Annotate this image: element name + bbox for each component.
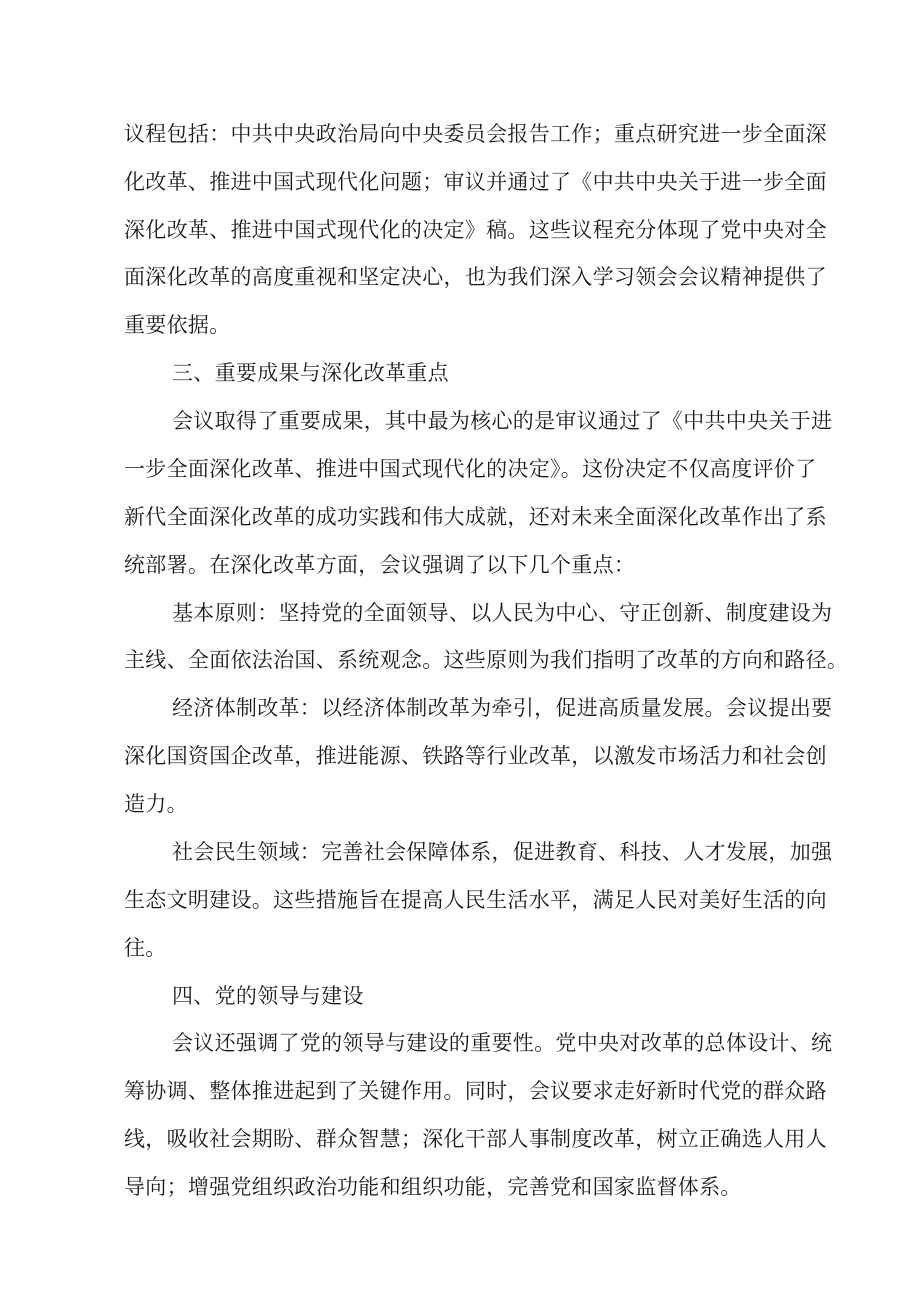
text-line: 统部署。在深化改革方面，会议强调了以下几个重点： [124, 553, 636, 577]
text-line: 经济体制改革：以经济体制改革为牵引，促进高质量发展。会议提出要 [172, 696, 833, 720]
text-line: 深化改革、推进中国式现代化的决定》稿。这些议程充分体现了党中央对全 [124, 218, 827, 242]
section-heading: 三、重要成果与深化改革重点 [172, 361, 449, 385]
text-line: 面深化改革的高度重视和坚定决心，也为我们深入学习领会会议精神提供了 [124, 265, 827, 289]
text-line: 线，吸收社会期盼、群众智慧；深化干部人事制度改革，树立正确选人用人 [124, 1127, 827, 1151]
text-line: 筹协调、整体推进起到了关键作用。同时，会议要求走好新时代党的群众路 [124, 1079, 827, 1103]
text-line: 主线、全面依法治国、系统观念。这些原则为我们指明了改革的方向和路径。 [124, 648, 849, 672]
text-line: 一步全面深化改革、推进中国式现代化的决定》。这份决定不仅高度评价了 [124, 457, 817, 481]
text-line: 导向；增强党组织政治功能和组织功能，完善党和国家监督体系。 [124, 1175, 742, 1199]
text-line: 会议还强调了党的领导与建设的重要性。党中央对改革的总体设计、统 [172, 1031, 833, 1055]
text-line: 造力。 [124, 792, 188, 816]
text-line: 深化国资国企改革，推进能源、铁路等行业改革，以激发市场活力和社会创 [124, 744, 827, 768]
text-line: 新代全面深化改革的成功实践和伟大成就，还对未来全面深化改革作出了系 [124, 505, 827, 529]
text-line: 化改革、推进中国式现代化问题；审议并通过了《中共中央关于进一步全面 [124, 170, 827, 194]
text-line: 生态文明建设。这些措施旨在提高人民生活水平，满足人民对美好生活的向 [124, 888, 827, 912]
text-line: 往。 [124, 936, 167, 960]
text-line: 基本原则：坚持党的全面领导、以人民为中心、守正创新、制度建设为 [172, 601, 833, 625]
section-heading: 四、党的领导与建设 [172, 984, 364, 1008]
text-line: 议程包括：中共中央政治局向中央委员会报告工作；重点研究进一步全面深 [124, 122, 827, 146]
text-line: 社会民生领域：完善社会保障体系，促进教育、科技、人才发展，加强 [172, 840, 833, 864]
text-line: 会议取得了重要成果，其中最为核心的是审议通过了《中共中央关于进 [172, 409, 833, 433]
text-line: 重要依据。 [124, 313, 231, 337]
